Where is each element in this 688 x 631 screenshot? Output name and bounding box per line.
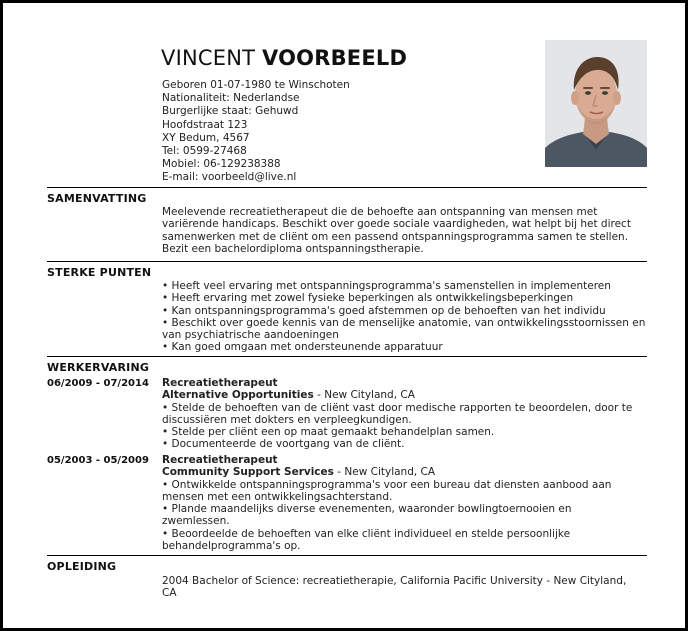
job-duty: • Documenteerde de voortgang van de cliënt. (162, 438, 405, 451)
section-title-experience: WERKERVARING (47, 361, 150, 374)
education-line: 2004 Bachelor of Science: recreatietherapie, California Pacific University - New Cityland, (162, 575, 627, 587)
section-title-education: OPLEIDING (47, 560, 117, 573)
job-duty: • Beoordeelde de behoeften van elke cliënt individueel en stelde persoonlijke (162, 527, 571, 540)
job-duty: behandelprogramma's op. (162, 540, 301, 553)
job-duty: mensen met een ontwikkelingsachterstand. (162, 490, 393, 503)
summary-line: samenwerken met de cliënt om een passend ontspanningsprogramma samen te stellen. (162, 230, 629, 243)
job-duty: zwemlessen. (162, 515, 230, 528)
job-duty: • Plande maandelijks diverse evenementen, waaronder bowlingtoernooien en (162, 503, 572, 516)
summary-line: Bezit een bachelordiploma ontspanningstherapie. (162, 242, 424, 255)
contact-details (162, 79, 350, 185)
candidate-name (161, 46, 407, 70)
job-location: - New Cityland, CA (333, 466, 436, 479)
job-employer (162, 389, 650, 401)
job-duty: • Ontwikkelde ontspanningsprogramma's voor een bureau dat diensten aanbood aan (162, 478, 612, 491)
education-text (162, 575, 650, 600)
education-line: CA (162, 587, 177, 600)
section-divider (47, 356, 647, 357)
job-employer (162, 466, 650, 478)
job-role: Recreatietherapeut (162, 377, 278, 389)
job-dates: 05/2003 - 05/2009 (47, 455, 149, 466)
job-duty: discussiëren met dokters en verpleegkundigen. (162, 413, 412, 426)
job-role: Recreatietherapeut (162, 454, 278, 466)
first-name: VINCENT (161, 46, 256, 70)
contact-line: XY Bedum, 4567 (162, 131, 250, 144)
summary-line: Meelevende recreatietherapeut die de behoefte aan ontspanning van mensen met (162, 206, 598, 218)
section-title-summary: SAMENVATTING (47, 192, 147, 205)
job-duty: • Stelde per cliënt een op maat gemaakt behandelplan samen. (162, 426, 495, 439)
job-dates: 06/2009 - 07/2014 (47, 378, 149, 389)
job-company: Alternative Opportunities (162, 389, 314, 402)
contact-line: Nationaliteit: Nederlandse (162, 92, 300, 105)
strength-item: van psychiatrische aandoeningen (162, 329, 339, 342)
summary-line: variërende handicaps. Beschikt over goede sociale vaardigheden, wat helpt bij het direct (162, 218, 631, 231)
job-company: Community Support Services (162, 466, 334, 479)
strength-item: • Beschikt over goede kennis van de menselijke anatomie, van ontwikkelingsstoornissen en (162, 316, 646, 329)
contact-line: Mobiel: 06-129238388 (162, 158, 281, 171)
strength-item: • Kan goed omgaan met ondersteunende apparatuur (162, 341, 443, 354)
contact-line: Burgerlijke staat: Gehuwd (162, 105, 299, 118)
contact-line: E-mail: voorbeeld@live.nl (162, 171, 297, 184)
section-divider (47, 261, 647, 262)
strength-item: • Heeft ervaring met zowel fysieke beperkingen als ontwikkelingsbeperkingen (162, 292, 574, 305)
section-divider (47, 187, 647, 188)
summary-text (162, 206, 650, 255)
strength-item: • Heeft veel ervaring met ontspanningsprogramma's samenstellen in implementeren (162, 280, 611, 292)
contact-line: Geboren 01-07-1980 te Winschoten (162, 79, 350, 91)
job-entry (162, 377, 650, 451)
job-duty: • Stelde de behoeften van de cliënt vast door medische rapporten te beoordelen, door te (162, 401, 633, 414)
portrait-illustration (545, 40, 647, 167)
profile-photo (545, 40, 647, 167)
strength-item: • Kan ontspanningsprogramma's goed afstemmen op de behoeften van het individu (162, 304, 606, 317)
strengths-list (162, 280, 650, 354)
section-divider (47, 555, 647, 556)
section-title-strengths: STERKE PUNTEN (47, 266, 152, 279)
contact-line: Hoofdstraat 123 (162, 118, 248, 131)
last-name: VOORBEELD (262, 46, 408, 70)
contact-line: Tel: 0599-27468 (162, 145, 247, 158)
job-location: - New Cityland, CA (313, 389, 415, 402)
job-entry (162, 454, 650, 552)
